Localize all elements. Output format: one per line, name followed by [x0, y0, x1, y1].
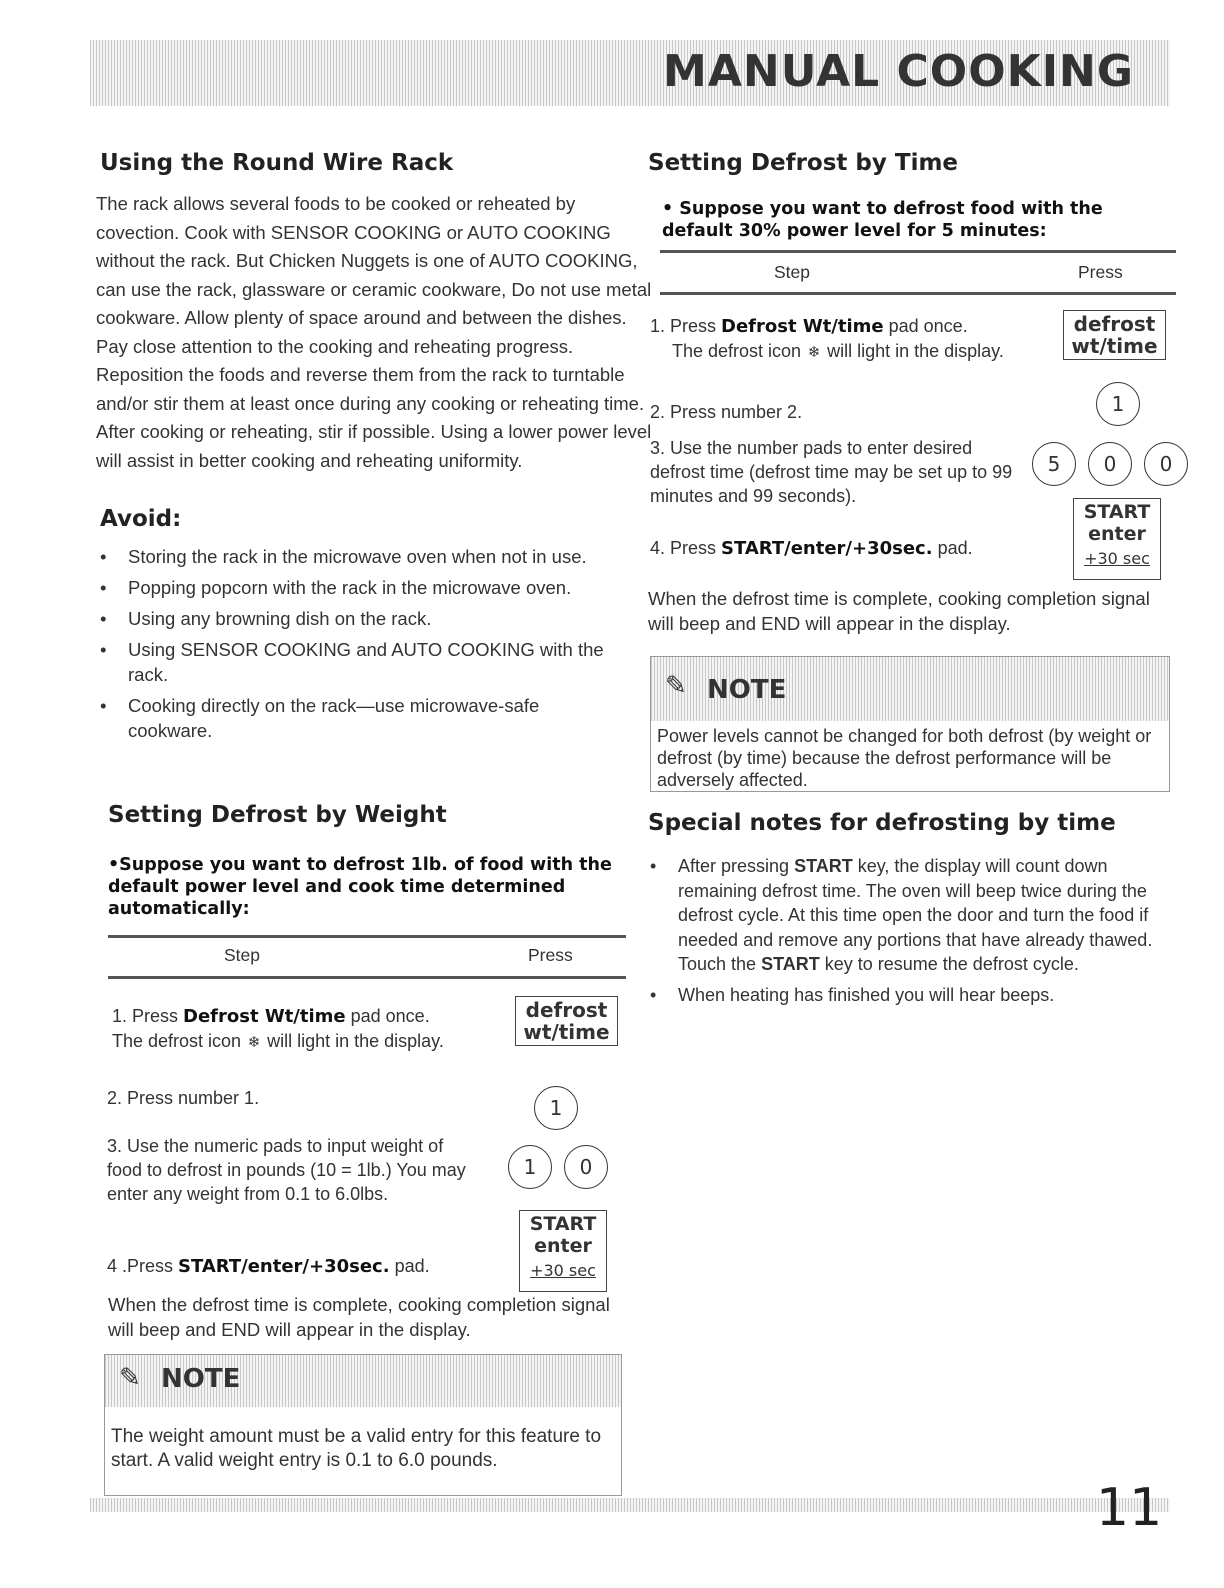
list-item: • When heating has finished you will hear beeps. [648, 983, 1183, 1008]
time-title: Setting Defrost by Time [648, 150, 959, 176]
weight-table-bottom-rule [108, 976, 626, 979]
weight-table-top-rule [108, 935, 626, 938]
time-col-step: Step [774, 262, 810, 282]
defrost-wt-time-button[interactable]: defrost wt/time [1063, 310, 1166, 360]
number-5-button[interactable]: 5 [1032, 442, 1076, 486]
start-enter-button[interactable]: START enter +30 sec [519, 1210, 607, 1292]
defrost-icon: ❄ [807, 344, 821, 361]
list-item: • After pressing START key, the display will count down remaining defrost time. The oven will beep twice during the defrost cycle. At this time open the door and turn the food if needed and remove any portions that have already thawed. Touch the START key to resume the defrost cycle. [648, 854, 1183, 977]
page-number: 11 [1096, 1478, 1163, 1538]
special-title: Special notes for defrosting by time [648, 810, 1116, 836]
number-0-button[interactable]: 0 [1088, 442, 1132, 486]
weight-col-step: Step [224, 945, 260, 965]
time-note-box [650, 656, 1170, 792]
special-list [648, 854, 1183, 1013]
pushpin-icon: ✎ [665, 671, 687, 701]
rack-title: Using the Round Wire Rack [100, 150, 454, 176]
start-enter-button[interactable]: START enter +30 sec [1073, 498, 1161, 580]
weight-step-3: 3. Use the numeric pads to input weight of food to defrost in pounds (10 = 1lb.) You may enter any weight from 0.1 to 6.0lbs. [107, 1136, 466, 1204]
time-step-4: 4. Press START/enter/+30sec. pad. [650, 538, 973, 559]
time-intro: • Suppose you want to defrost food with the default 30% power level for 5 minutes: [662, 199, 1103, 241]
time-step-2: 2. Press number 2. [650, 402, 803, 422]
number-0-button[interactable]: 0 [564, 1145, 608, 1189]
weight-step-4: 4 .Press START/enter/+30sec. pad. [107, 1256, 430, 1277]
defrost-wt-time-button[interactable]: defrost wt/time [515, 996, 618, 1046]
time-step-1: 1. Press Defrost Wt/time pad once. The defrost icon ❄ will light in the display. [650, 314, 1060, 365]
weight-title: Setting Defrost by Weight [108, 802, 447, 828]
number-1-button[interactable]: 1 [534, 1086, 578, 1130]
number-1-button[interactable]: 1 [508, 1145, 552, 1189]
time-step-3: 3. Use the number pads to enter desired defrost time (defrost time may be set up to 99 minutes and 99 seconds). [650, 438, 1013, 506]
weight-note-box [104, 1354, 622, 1496]
page-title: MANUAL COOKING [663, 46, 1134, 97]
list-item: • Storing the rack in the microwave oven when not in use. [98, 544, 623, 569]
avoid-list [98, 544, 623, 749]
time-table-top-rule [660, 250, 1176, 253]
weight-step-2: 2. Press number 1. [107, 1088, 260, 1108]
note-title: NOTE [707, 675, 787, 705]
rack-body: The rack allows several foods to be cooked or reheated by covection. Cook with SENSOR COOKING or AUTO COOKING without the rack. But Chicken Nuggets is one of AUTO COOKING, can use the rack, glassware or ceramic cookware, Do not use metal cookware. Allow plenty of space around and between the dishes. Pay close attention to the cooking and reheating progress. Reposition the foods and reverse them from the rack to turntable and/or stir them at least once during any cooking or reheating time. After cooking or reheating, stir if possible. Using a lower power level will assist in better cooking and reheating uniformity. [96, 193, 652, 471]
pushpin-icon: ✎ [119, 1363, 141, 1393]
footer-bar [90, 1498, 1170, 1512]
note-body: Power levels cannot be changed for both defrost (by weight or defrost (by time) because the defrost performance will be adversely affected. [651, 721, 1169, 791]
number-1-button[interactable]: 1 [1096, 382, 1140, 426]
list-item: • Using SENSOR COOKING and AUTO COOKING with the rack. [98, 637, 623, 687]
time-done-text: When the defrost time is complete, cooking completion signal will beep and END will appear in the display. [648, 588, 1150, 634]
number-0-button[interactable]: 0 [1144, 442, 1188, 486]
note-body: The weight amount must be a valid entry for this feature to start. A valid weight entry is 0.1 to 6.0 pounds. [105, 1407, 621, 1495]
weight-step-1: 1. Press Defrost Wt/time pad once. The defrost icon ❄ will light in the display. [112, 1004, 512, 1055]
avoid-title: Avoid: [100, 506, 182, 532]
list-item: • Popping popcorn with the rack in the microwave oven. [98, 575, 623, 600]
time-col-press: Press [1078, 262, 1123, 282]
weight-col-press: Press [528, 945, 573, 965]
header-banner [90, 40, 1170, 106]
defrost-icon: ❄ [247, 1034, 261, 1051]
list-item: • Using any browning dish on the rack. [98, 606, 623, 631]
weight-intro: •Suppose you want to defrost 1lb. of food with the default power level and cook time determined automatically: [108, 855, 612, 919]
weight-done-text: When the defrost time is complete, cooking completion signal will beep and END will appear in the display. [108, 1294, 610, 1340]
note-title: NOTE [161, 1364, 241, 1394]
list-item: • Cooking directly on the rack—use microwave-safe cookware. [98, 693, 623, 743]
time-table-bottom-rule [660, 292, 1176, 295]
